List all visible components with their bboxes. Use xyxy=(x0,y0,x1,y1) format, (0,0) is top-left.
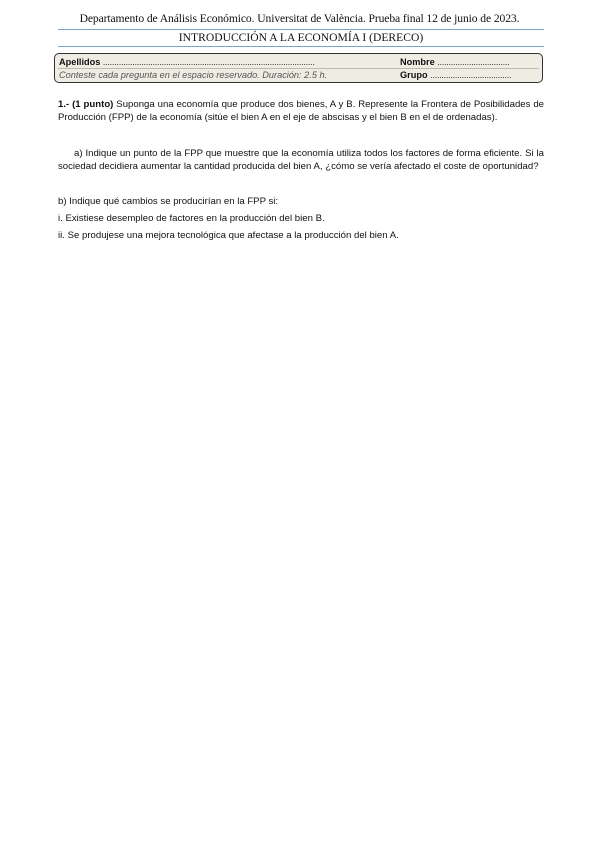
question-1-part-b-i: i. Existiese desempleo de factores en la producción del bien B. xyxy=(58,213,325,224)
course-title: INTRODUCCIÓN A LA ECONOMÍA I (DERECO) xyxy=(58,29,544,47)
department-header: Departamento de Análisis Económico. Universitat de València. Prueba final 12 de junio de 2023. xyxy=(79,12,520,25)
apellidos-label: Apellidos xyxy=(59,57,101,67)
box-divider xyxy=(58,68,539,69)
grupo-field[interactable]: .................................... xyxy=(430,70,512,80)
question-1-part-a: a) Indique un punto de la FPP que muestre que la economía utiliza todos los factores de forma eficiente. Si la sociedad decidiera aumentar la cantidad producida del bien A, ¿cómo se vería afectado el coste de oportunidad? xyxy=(58,148,544,172)
name-row xyxy=(59,57,510,67)
question-1-number: 1.- (1 punto) xyxy=(58,99,114,110)
question-1-part-b: b) Indique qué cambios se producirían en la FPP si: xyxy=(58,196,279,207)
question-1-text: Suponga una economía que produce dos bienes, A y B. Represente la Frontera de Posibilidades de Producción (FPP) de la economía (sitúe el bien A en el eje de abscisas y el bien B en el de ordenadas). xyxy=(58,99,544,123)
grupo-label: Grupo xyxy=(400,70,428,80)
nombre-field[interactable]: ................................ xyxy=(437,57,510,67)
apellidos-field[interactable]: .............................................................................................. xyxy=(102,57,315,67)
nombre-label: Nombre xyxy=(400,57,435,67)
question-1 xyxy=(58,99,544,124)
instructions-text: Conteste cada pregunta en el espacio reservado. Duración: 2.5 h. xyxy=(59,70,328,80)
instructions-row xyxy=(59,70,512,80)
question-1-part-b-ii: ii. Se produjese una mejora tecnológica que afectase a la producción del bien A. xyxy=(58,230,399,241)
student-info-box xyxy=(54,53,543,83)
